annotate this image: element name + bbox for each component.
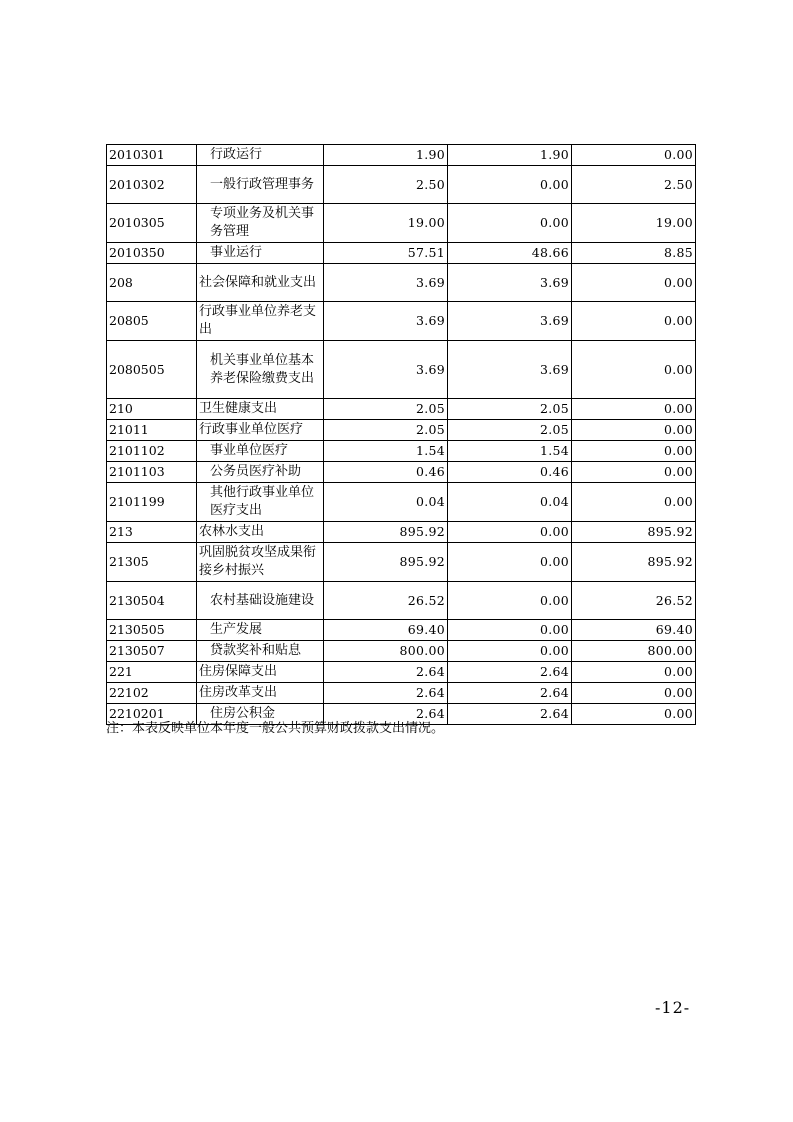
row-project-cell: 800.00 <box>572 641 696 662</box>
row-total-cell: 19.00 <box>324 204 448 243</box>
row-total-cell: 1.90 <box>324 145 448 166</box>
row-project-cell: 19.00 <box>572 204 696 243</box>
row-project-cell: 895.92 <box>572 522 696 543</box>
row-total-cell: 26.52 <box>324 582 448 620</box>
row-total-cell: 57.51 <box>324 243 448 264</box>
row-code-cell: 20805 <box>107 302 197 341</box>
row-name-cell: 卫生健康支出 <box>197 399 324 420</box>
row-name-cell: 事业运行 <box>197 243 324 264</box>
row-total-cell: 69.40 <box>324 620 448 641</box>
row-code-cell: 2010305 <box>107 204 197 243</box>
row-total-cell: 2.05 <box>324 420 448 441</box>
row-project-cell: 26.52 <box>572 582 696 620</box>
row-code-cell: 2130505 <box>107 620 197 641</box>
row-project-cell: 0.00 <box>572 399 696 420</box>
row-code-cell: 2010302 <box>107 166 197 204</box>
row-basic-cell: 0.04 <box>448 483 572 522</box>
row-code-cell: 208 <box>107 264 197 302</box>
table-row <box>107 204 696 243</box>
row-code-cell: 2130507 <box>107 641 197 662</box>
table-row <box>107 662 696 683</box>
row-name-cell: 事业单位医疗 <box>197 441 324 462</box>
row-basic-cell: 2.64 <box>448 704 572 725</box>
row-code-cell: 21305 <box>107 543 197 582</box>
row-code-cell: 210 <box>107 399 197 420</box>
row-project-cell: 8.85 <box>572 243 696 264</box>
row-name-cell: 公务员医疗补助 <box>197 462 324 483</box>
table-row <box>107 166 696 204</box>
row-project-cell: 0.00 <box>572 145 696 166</box>
row-name-cell: 行政运行 <box>197 145 324 166</box>
table-row <box>107 441 696 462</box>
row-total-cell: 1.54 <box>324 441 448 462</box>
row-basic-cell: 0.00 <box>448 543 572 582</box>
row-name-cell: 专项业务及机关事务管理 <box>197 204 324 243</box>
row-project-cell: 0.00 <box>572 302 696 341</box>
row-total-cell: 895.92 <box>324 522 448 543</box>
row-code-cell: 2010301 <box>107 145 197 166</box>
row-total-cell: 800.00 <box>324 641 448 662</box>
table-row <box>107 420 696 441</box>
row-project-cell: 0.00 <box>572 662 696 683</box>
row-project-cell: 0.00 <box>572 683 696 704</box>
row-basic-cell: 0.46 <box>448 462 572 483</box>
table-row <box>107 641 696 662</box>
row-basic-cell: 0.00 <box>448 582 572 620</box>
row-total-cell: 0.04 <box>324 483 448 522</box>
row-total-cell: 3.69 <box>324 341 448 399</box>
row-total-cell: 2.64 <box>324 662 448 683</box>
row-total-cell: 3.69 <box>324 264 448 302</box>
row-name-cell: 社会保障和就业支出 <box>197 264 324 302</box>
row-total-cell: 2.05 <box>324 399 448 420</box>
row-name-cell: 生产发展 <box>197 620 324 641</box>
row-basic-cell: 2.05 <box>448 420 572 441</box>
row-basic-cell: 3.69 <box>448 264 572 302</box>
row-name-cell: 农村基础设施建设 <box>197 582 324 620</box>
row-code-cell: 2210201 <box>107 704 197 725</box>
table-row <box>107 243 696 264</box>
row-code-cell: 221 <box>107 662 197 683</box>
table-row <box>107 264 696 302</box>
row-name-cell: 一般行政管理事务 <box>197 166 324 204</box>
row-name-cell: 机关事业单位基本养老保险缴费支出 <box>197 341 324 399</box>
row-total-cell: 895.92 <box>324 543 448 582</box>
row-basic-cell: 2.64 <box>448 662 572 683</box>
row-code-cell: 2130504 <box>107 582 197 620</box>
table-row <box>107 302 696 341</box>
row-basic-cell: 0.00 <box>448 522 572 543</box>
row-basic-cell: 48.66 <box>448 243 572 264</box>
table-row <box>107 341 696 399</box>
row-name-cell: 行政事业单位养老支出 <box>197 302 324 341</box>
table-row <box>107 522 696 543</box>
row-project-cell: 2.50 <box>572 166 696 204</box>
row-name-cell: 农林水支出 <box>197 522 324 543</box>
table-note: 注：本表反映单位本年度一般公共预算财政拨款支出情况。 <box>106 721 445 736</box>
page-number: -12- <box>655 998 691 1017</box>
row-project-cell: 0.00 <box>572 462 696 483</box>
row-basic-cell: 1.54 <box>448 441 572 462</box>
row-code-cell: 2010350 <box>107 243 197 264</box>
row-project-cell: 0.00 <box>572 341 696 399</box>
row-project-cell: 0.00 <box>572 483 696 522</box>
row-name-cell: 巩固脱贫攻坚成果衔接乡村振兴 <box>197 543 324 582</box>
row-code-cell: 2101102 <box>107 441 197 462</box>
table-row <box>107 145 696 166</box>
row-code-cell: 2080505 <box>107 341 197 399</box>
row-code-cell: 22102 <box>107 683 197 704</box>
row-basic-cell: 3.69 <box>448 302 572 341</box>
expenditure-table <box>106 144 696 725</box>
row-total-cell: 0.46 <box>324 462 448 483</box>
row-project-cell: 0.00 <box>572 420 696 441</box>
row-basic-cell: 2.64 <box>448 683 572 704</box>
row-name-cell: 其他行政事业单位医疗支出 <box>197 483 324 522</box>
row-basic-cell: 1.90 <box>448 145 572 166</box>
table-row <box>107 543 696 582</box>
row-code-cell: 213 <box>107 522 197 543</box>
row-total-cell: 2.50 <box>324 166 448 204</box>
row-name-cell: 住房改革支出 <box>197 683 324 704</box>
table-row <box>107 483 696 522</box>
row-project-cell: 0.00 <box>572 704 696 725</box>
row-total-cell: 2.64 <box>324 683 448 704</box>
row-basic-cell: 2.05 <box>448 399 572 420</box>
table-row <box>107 620 696 641</box>
table-row <box>107 582 696 620</box>
row-basic-cell: 0.00 <box>448 641 572 662</box>
row-name-cell: 住房公积金 <box>197 704 324 725</box>
row-basic-cell: 3.69 <box>448 341 572 399</box>
table-row <box>107 683 696 704</box>
table-row <box>107 462 696 483</box>
table-row <box>107 399 696 420</box>
row-name-cell: 贷款奖补和贴息 <box>197 641 324 662</box>
row-basic-cell: 0.00 <box>448 166 572 204</box>
table-body <box>107 145 696 725</box>
row-project-cell: 0.00 <box>572 441 696 462</box>
row-project-cell: 895.92 <box>572 543 696 582</box>
row-code-cell: 2101103 <box>107 462 197 483</box>
row-project-cell: 69.40 <box>572 620 696 641</box>
row-project-cell: 0.00 <box>572 264 696 302</box>
row-basic-cell: 0.00 <box>448 204 572 243</box>
row-name-cell: 行政事业单位医疗 <box>197 420 324 441</box>
row-total-cell: 3.69 <box>324 302 448 341</box>
row-basic-cell: 0.00 <box>448 620 572 641</box>
row-name-cell: 住房保障支出 <box>197 662 324 683</box>
row-code-cell: 2101199 <box>107 483 197 522</box>
row-total-cell: 2.64 <box>324 704 448 725</box>
row-code-cell: 21011 <box>107 420 197 441</box>
